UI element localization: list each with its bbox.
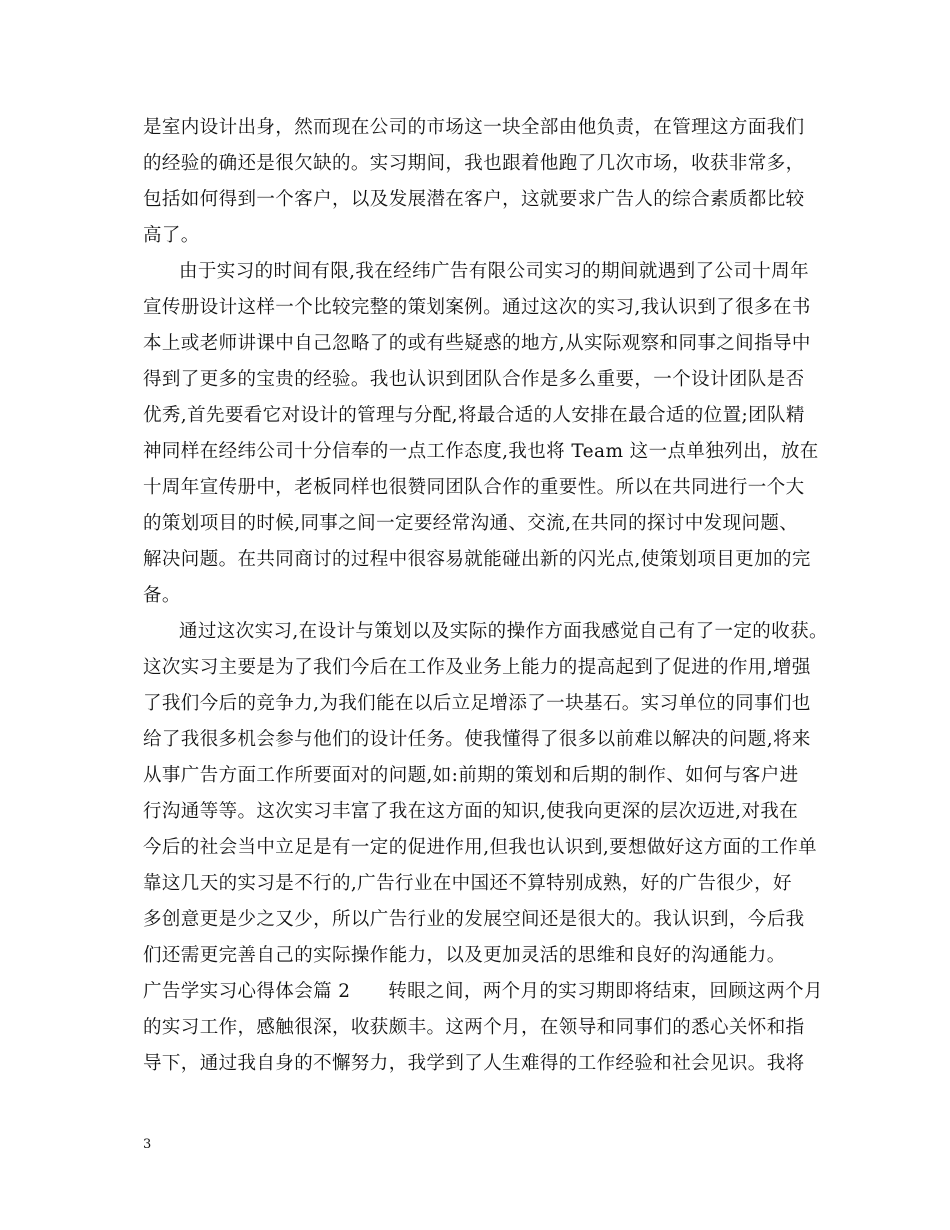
body-text-line: 解决问题。在共同商讨的过程中很容易就能碰出新的闪光点,使策划项目更加的完 xyxy=(143,549,811,570)
body-text-line: 们还需更完善自己的实际操作能力，以及更加灵活的思维和良好的沟通能力。 xyxy=(143,945,786,966)
body-text-line: 本上或老师讲课中自己忽略了的或有些疑惑的地方,从实际观察和同事之间指导中 xyxy=(143,333,811,354)
body-text-line: 从事广告方面工作所要面对的问题,如:前期的策划和后期的制作、如何与客户进 xyxy=(143,765,799,786)
body-text-line: 包括如何得到一个客户，以及发展潜在客户，这就要求广告人的综合素质都比较 xyxy=(143,189,805,210)
body-text-line: 的实习工作，感触很深，收获颇丰。这两个月，在领导和同事们的悉心关怀和指 xyxy=(143,1017,805,1038)
body-text-line: 导下，通过我自身的不懈努力，我学到了人生难得的工作经验和社会见识。我将 xyxy=(143,1053,805,1074)
body-text-line: 高了。 xyxy=(143,225,200,246)
body-text-line: 行沟通等等。这次实习丰富了我在这方面的知识,使我向更深的层次迈进,对我在 xyxy=(143,801,799,822)
paragraph-start-line: 通过这次实习,在设计与策划以及实际的操作方面我感觉自己有了一定的收获。 xyxy=(179,621,828,642)
body-text-line: 十周年宣传册中，老板同样也很赞同团队合作的重要性。所以在共同进行一个大 xyxy=(143,477,805,498)
page-number: 3 xyxy=(143,1137,152,1152)
body-text-line: 的经验的确还是很欠缺的。实习期间，我也跟着他跑了几次市场，收获非常多， xyxy=(143,153,805,174)
body-text-line: 今后的社会当中立足是有一定的促进作用,但我也认识到,要想做好这方面的工作单 xyxy=(143,837,818,858)
body-text-line: 是室内设计出身，然而现在公司的市场这一块全部由他负责，在管理这方面我们 xyxy=(143,117,805,138)
body-text-line: 的策划项目的时候,同事之间一定要经常沟通、交流,在共同的探讨中发现问题、 xyxy=(143,513,799,534)
body-text-line: 多创意更是少之又少，所以广告行业的发展空间还是很大的。我认识到，今后我 xyxy=(143,909,805,930)
section-heading-line: 广告学实习心得体会篇 2 转眼之间，两个月的实习期即将结束，回顾这两个月 xyxy=(143,981,823,1002)
body-text-line: 了我们今后的竞争力,为我们能在以后立足增添了一块基石。实习单位的同事们也 xyxy=(143,693,811,714)
body-text-line: 得到了更多的宝贵的经验。我也认识到团队合作是多么重要，一个设计团队是否 xyxy=(143,369,805,390)
body-text-line: 靠这几天的实习是不行的,广告行业在中国还不算特别成熟，好的广告很少，好 xyxy=(143,873,792,894)
body-text-line: 给了我很多机会参与他们的设计任务。使我懂得了很多以前难以解决的问题,将来 xyxy=(143,729,811,750)
body-text-line: 优秀,首先要看它对设计的管理与分配,将最合适的人安排在最合适的位置;团队精 xyxy=(143,405,805,426)
body-text-line: 备。 xyxy=(143,585,181,606)
body-text-line: 这次实习主要是为了我们今后在工作及业务上能力的提高起到了促进的作用,增强 xyxy=(143,657,811,678)
body-text-line: 神同样在经纬公司十分信奉的一点工作态度,我也将 Team 这一点单独列出，放在 xyxy=(143,441,819,462)
paragraph-start-line: 由于实习的时间有限,我在经纬广告有限公司实习的期间就遇到了公司十周年 xyxy=(179,261,809,282)
body-text-line: 宣传册设计这样一个比较完整的策划案例。通过这次的实习,我认识到了很多在书 xyxy=(143,297,811,318)
